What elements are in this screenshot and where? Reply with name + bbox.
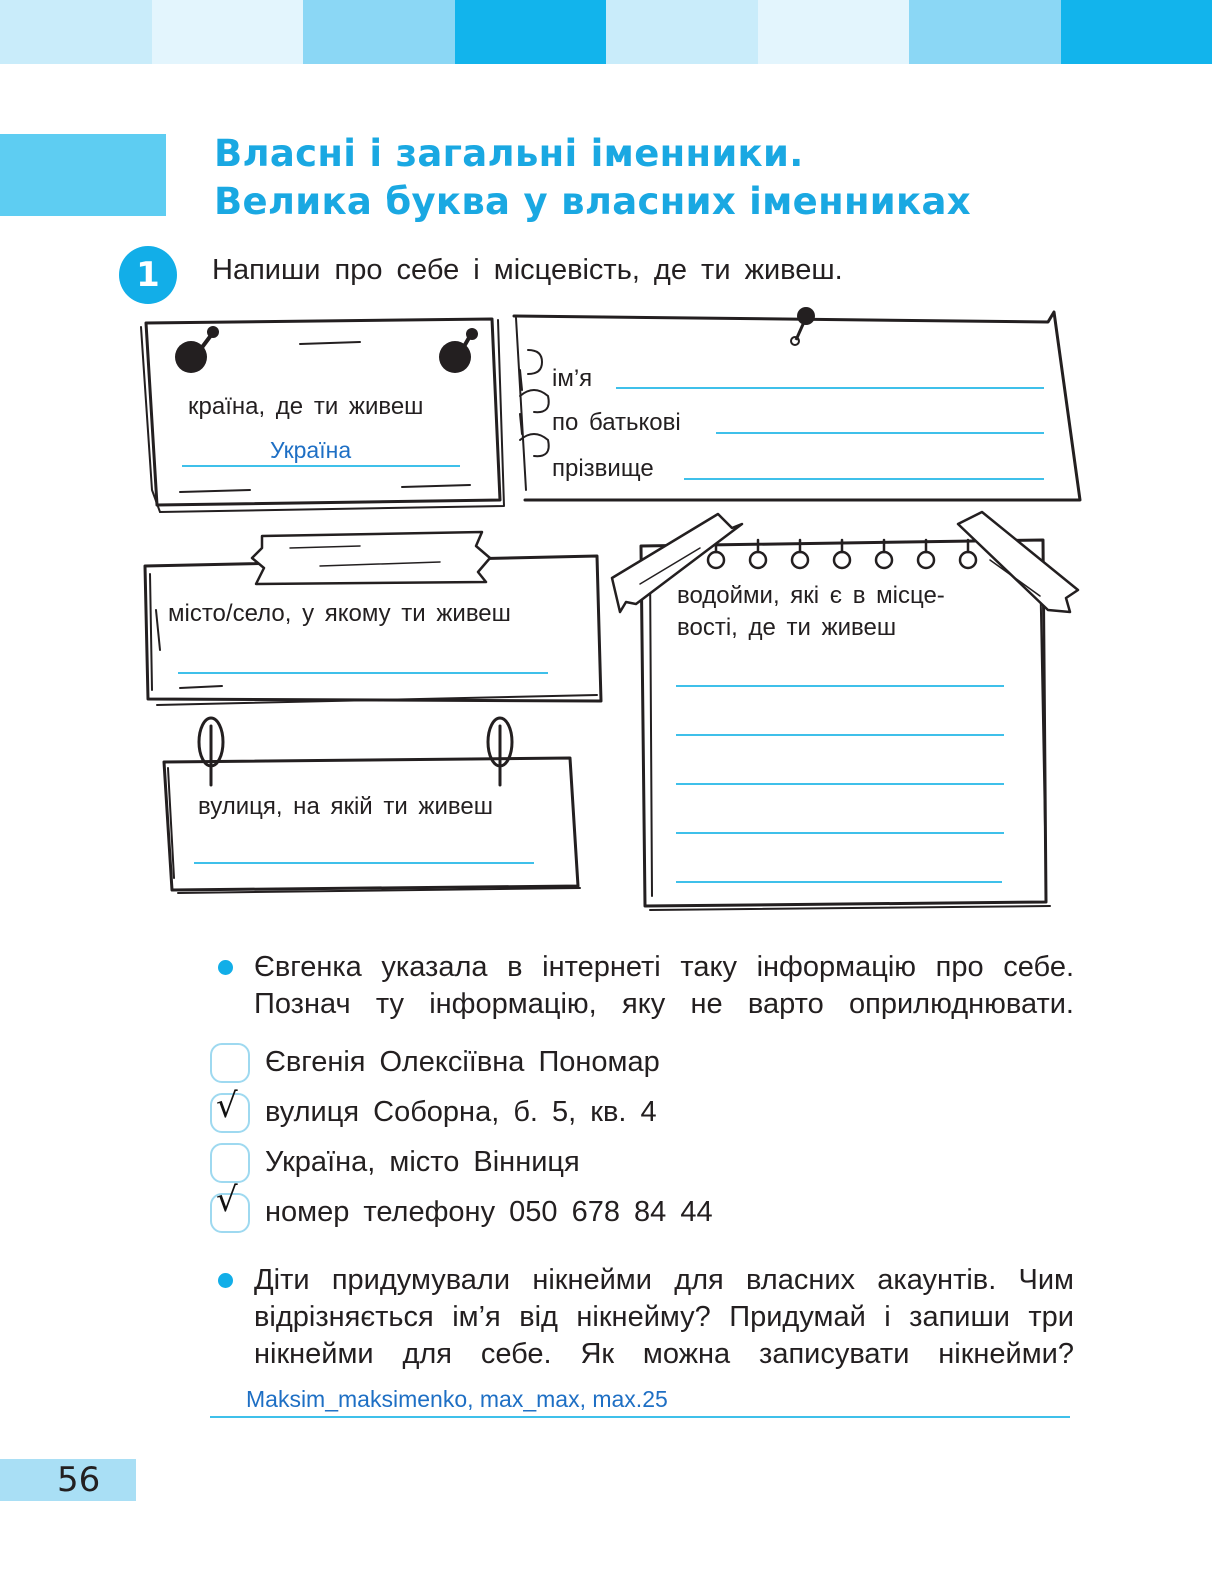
street-card-label: вулиця, на якій ти живеш bbox=[198, 793, 493, 820]
surname-label: прізвище bbox=[552, 455, 654, 482]
option-4-label: номер телефону 050 678 84 44 bbox=[265, 1196, 713, 1228]
page-title-line-2: Велика буква у власних іменниках bbox=[214, 180, 971, 223]
water-card-label-line-1: водойми, які є в місце- bbox=[677, 582, 945, 609]
option-2-label: вулиця Соборна, б. 5, кв. 4 bbox=[265, 1096, 657, 1128]
option-1-checkbox[interactable] bbox=[210, 1043, 250, 1083]
question-2-line-3: нікнейми для себе. Як можна записувати нікнейми? bbox=[254, 1338, 1074, 1370]
country-card-label: країна, де ти живеш bbox=[188, 393, 424, 420]
street-field[interactable] bbox=[194, 862, 534, 864]
page-number: 56 bbox=[57, 1460, 101, 1500]
page-title-line-1: Власні і загальні іменники. bbox=[214, 132, 804, 175]
option-2-check-mark: √ bbox=[216, 1086, 238, 1126]
question-2-line-1: Діти придумували нікнейми для власних акаунтів. Чим bbox=[254, 1264, 1074, 1296]
street-card-clips bbox=[199, 718, 512, 785]
country-answer-line bbox=[182, 465, 460, 467]
nickname-answer[interactable]: Maksim_maksimenko, max_max, max.25 bbox=[246, 1386, 668, 1412]
water-field-3[interactable] bbox=[676, 783, 1004, 785]
question-2-bullet bbox=[218, 1273, 233, 1288]
option-3-checkbox[interactable] bbox=[210, 1143, 250, 1183]
option-4-check-mark: √ bbox=[216, 1180, 238, 1220]
question-1-text bbox=[254, 949, 1074, 1023]
exercise-number-badge: 1 bbox=[119, 246, 177, 304]
water-field-1[interactable] bbox=[676, 685, 1004, 687]
patronymic-field[interactable] bbox=[716, 432, 1044, 434]
nickname-answer-line bbox=[210, 1416, 1070, 1418]
water-card-label-line-2: вості, де ти живеш bbox=[677, 614, 897, 641]
first-name-label: ім’я bbox=[552, 365, 593, 392]
country-answer[interactable]: Україна bbox=[270, 437, 352, 463]
question-1-line-1: Євгенка указала в інтернеті таку інформацію про себе. bbox=[254, 951, 1074, 983]
water-field-4[interactable] bbox=[676, 832, 1004, 834]
street-card-frame bbox=[164, 758, 580, 893]
water-field-5[interactable] bbox=[676, 881, 1002, 883]
city-card-tape bbox=[252, 532, 490, 584]
question-2-line-2: відрізняється ім’я від нікнейму? Придумай і запиши три bbox=[254, 1301, 1074, 1333]
city-card-label: місто/село, у якому ти живеш bbox=[168, 600, 511, 627]
question-1-line-2: Познач ту інформацію, яку не варто оприлюднювати. bbox=[254, 988, 1074, 1020]
first-name-field[interactable] bbox=[616, 387, 1044, 389]
surname-field[interactable] bbox=[684, 478, 1044, 480]
water-field-2[interactable] bbox=[676, 734, 1004, 736]
option-3-label: Україна, місто Вінниця bbox=[265, 1146, 580, 1178]
option-1-label: Євгенія Олексіївна Пономар bbox=[265, 1046, 660, 1078]
question-2-text bbox=[254, 1262, 1074, 1373]
question-1-bullet bbox=[218, 960, 233, 975]
exercise-task: Напиши про себе і місцевість, де ти живеш. bbox=[212, 254, 843, 286]
patronymic-label: по батькові bbox=[552, 409, 681, 436]
city-field[interactable] bbox=[178, 672, 548, 674]
